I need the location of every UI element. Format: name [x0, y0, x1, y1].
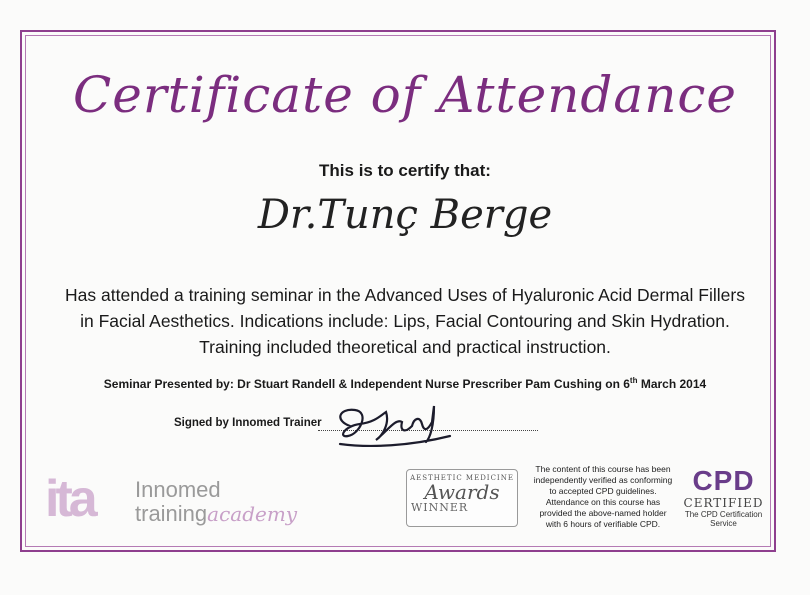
cpd-certified-logo	[676, 466, 771, 528]
recipient-name: Dr.Tunç Berge	[257, 192, 553, 238]
body-line: in Facial Aesthetics. Indications include: Lips, Facial Contouring and Skin Hydration.	[80, 311, 730, 331]
cpd-service-line: The CPD Certification	[684, 510, 763, 519]
cpd-service-line: Service	[710, 519, 737, 528]
certificate-body	[30, 282, 780, 360]
cpd-statement-line: The content of this course has been	[535, 464, 671, 474]
award-title: Awards	[424, 480, 500, 504]
signed-label: Signed by Innomed Trainer	[174, 417, 322, 429]
cpd-statement-line: Attendance on this course has	[545, 497, 661, 507]
cpd-mark: CPD	[692, 465, 755, 496]
innomed-wordmark: Innomed	[135, 477, 221, 502]
cpd-statement-line: to accepted CPD guidelines.	[549, 486, 657, 496]
body-line: Training included theoretical and practical instruction.	[199, 337, 611, 357]
cpd-statement-line: independently verified as conforming	[533, 475, 673, 485]
cpd-certified-word: CERTIFIED	[683, 496, 764, 510]
body-line: Has attended a training seminar in the Advanced Uses of Hyaluronic Acid Dermal Fillers	[65, 285, 745, 305]
awards-winner-badge	[406, 469, 518, 527]
presenters-date: March 2014	[637, 377, 707, 391]
training-word: training	[135, 501, 208, 526]
cpd-statement	[533, 464, 673, 530]
cpd-statement-line: with 6 hours of verifiable CPD.	[545, 519, 661, 529]
training-academy-wordmark	[135, 501, 297, 527]
award-winner-label: WINNER	[411, 501, 469, 514]
ita-logo-mark: ita	[45, 470, 94, 528]
signature-image	[330, 396, 460, 458]
presenters-text: Seminar Presented by: Dr Stuart Randell & Independent Nurse Prescriber Pam Cushing on 6	[103, 377, 630, 391]
certificate-title: Certificate of Attendance	[72, 66, 738, 124]
date-suffix: th	[629, 376, 638, 385]
seminar-presenters	[0, 376, 810, 391]
academy-word: academy	[207, 502, 298, 526]
cpd-statement-line: provided the above-named holder	[539, 508, 667, 518]
award-category: AESTHETIC MEDICINE	[410, 474, 514, 482]
certify-line: This is to certify that:	[319, 161, 491, 180]
